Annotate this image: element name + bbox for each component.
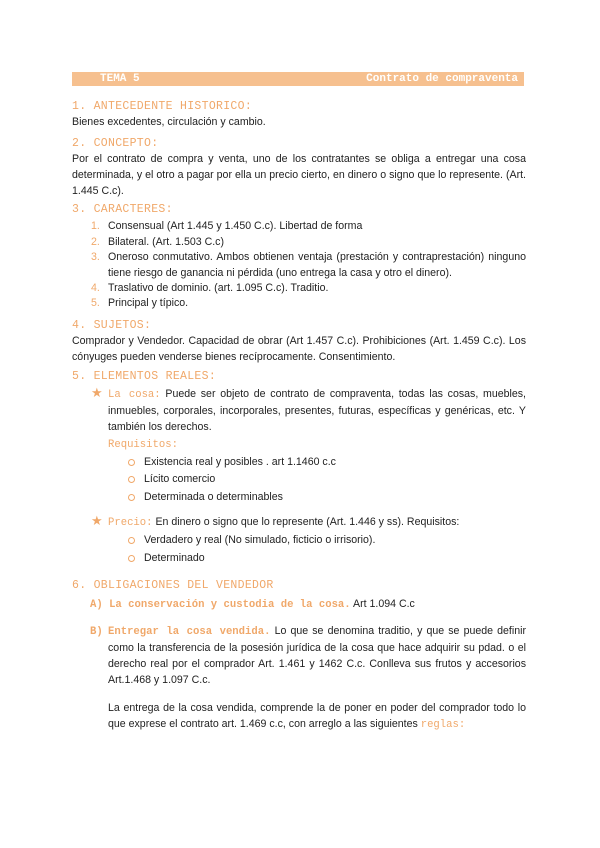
requisito-item: Determinada o determinables xyxy=(144,491,283,503)
section-heading-antecedente: 1. ANTECEDENTE HISTORICO: xyxy=(72,100,253,113)
circle-bullet-icon xyxy=(128,459,135,466)
obligacion-b-letter: B) xyxy=(90,626,103,638)
entrega-paragraph xyxy=(108,700,526,733)
precio-item: Determinado xyxy=(144,552,205,564)
section-heading-concepto: 2. CONCEPTO: xyxy=(72,137,159,150)
obligacion-a-text: Art 1.094 C.c xyxy=(353,598,415,610)
topic-title: Contrato de compraventa xyxy=(366,73,518,85)
cosa-label: La cosa: xyxy=(108,389,161,401)
topic-number: TEMA 5 xyxy=(100,73,140,85)
obligacion-a xyxy=(90,596,415,613)
list-number: 4. xyxy=(91,282,100,294)
list-item: Oneroso conmutativo. Ambos obtienen ventaja (prestación y contraprestación) ninguno tiene riesgo de ganancia ni pérdida (uno entrega la casa y otro el dinero). xyxy=(108,251,526,279)
star-icon: ★ xyxy=(91,513,103,528)
section-heading-caracteres: 3. CARACTERES: xyxy=(72,203,173,216)
requisito-item: Lícito comercio xyxy=(144,473,216,485)
cosa-paragraph xyxy=(108,386,526,435)
obligacion-b xyxy=(108,623,526,688)
circle-bullet-icon xyxy=(128,476,135,483)
entrega-text: La entrega de la cosa vendida, comprende la de poner en poder del comprador todo lo que exprese el contrato art. 1.469 c.c, con arreglo a las siguientes xyxy=(108,702,526,730)
list-number: 2. xyxy=(91,236,100,248)
obligacion-b-text: Lo que se denomina traditio, y que se puede definir como la transferencia de la posesión jurídica de la cosa que hace adquirir su pdad. o el derecho real por el comprador Art. 1.461 y 1462 C.c. Conlleva sus frutos y accesorios Art.1.468 y 1.097 C.c. xyxy=(108,625,526,686)
list-item: Principal y típico. xyxy=(108,297,189,309)
circle-bullet-icon xyxy=(128,494,135,501)
list-number: 5. xyxy=(91,297,100,309)
precio-text: En dinero o signo que lo represente (Art. 1.446 y ss). Requisitos: xyxy=(155,516,460,528)
section-heading-obligaciones: 6. OBLIGACIONES DEL VENDEDOR xyxy=(72,579,274,592)
circle-bullet-icon xyxy=(128,537,135,544)
precio-paragraph xyxy=(108,514,526,531)
list-item: Bilateral. (Art. 1.503 C.c) xyxy=(108,236,224,248)
list-item: Consensual (Art 1.445 y 1.450 C.c). Libertad de forma xyxy=(108,220,363,232)
star-icon: ★ xyxy=(91,385,103,400)
precio-item: Verdadero y real (No simulado, ficticio o irrisorio). xyxy=(144,534,376,546)
requisitos-label-text: Requisitos: xyxy=(108,439,178,451)
list-item: Traslativo de dominio. (art. 1.095 C.c). Traditio. xyxy=(108,282,329,294)
obligacion-b-label: Entregar la cosa vendida. xyxy=(108,626,271,638)
section-heading-elementos: 5. ELEMENTOS REALES: xyxy=(72,370,217,383)
list-number: 1. xyxy=(91,220,100,232)
section-text-antecedente: Bienes excedentes, circulación y cambio. xyxy=(72,116,266,128)
precio-label: Precio: xyxy=(108,517,153,529)
obligacion-a-label: A) La conservación y custodia de la cosa. xyxy=(90,599,351,611)
circle-bullet-icon xyxy=(128,555,135,562)
requisitos-label xyxy=(108,436,178,453)
cosa-text: Puede ser objeto de contrato de compraventa, todas las cosas, muebles, inmuebles, corporales, incorporales, presentes, futuras, específicas y genéricas, etc. Y también los derechos. xyxy=(108,388,526,433)
title-banner xyxy=(72,72,524,86)
obligacion-b-prefix xyxy=(90,623,103,640)
requisito-item: Existencia real y posibles . art 1.1460 c.c xyxy=(144,456,336,468)
section-text-concepto: Por el contrato de compra y venta, uno de los contratantes se obliga a entregar una cosa determinada, y el otro a pagar por ella un precio cierto, en dinero o signo que lo represente. (Art. 1.445 C.c). xyxy=(72,153,526,197)
list-number: 3. xyxy=(91,251,100,263)
section-text-sujetos: Comprador y Vendedor. Capacidad de obrar (Art 1.457 C.c). Prohibiciones (Art. 1.459 C.c). Los cónyuges pueden venderse bienes recíprocamente. Consentimiento. xyxy=(72,335,526,363)
reglas-keyword: reglas: xyxy=(420,719,466,731)
section-heading-sujetos: 4. SUJETOS: xyxy=(72,319,152,332)
